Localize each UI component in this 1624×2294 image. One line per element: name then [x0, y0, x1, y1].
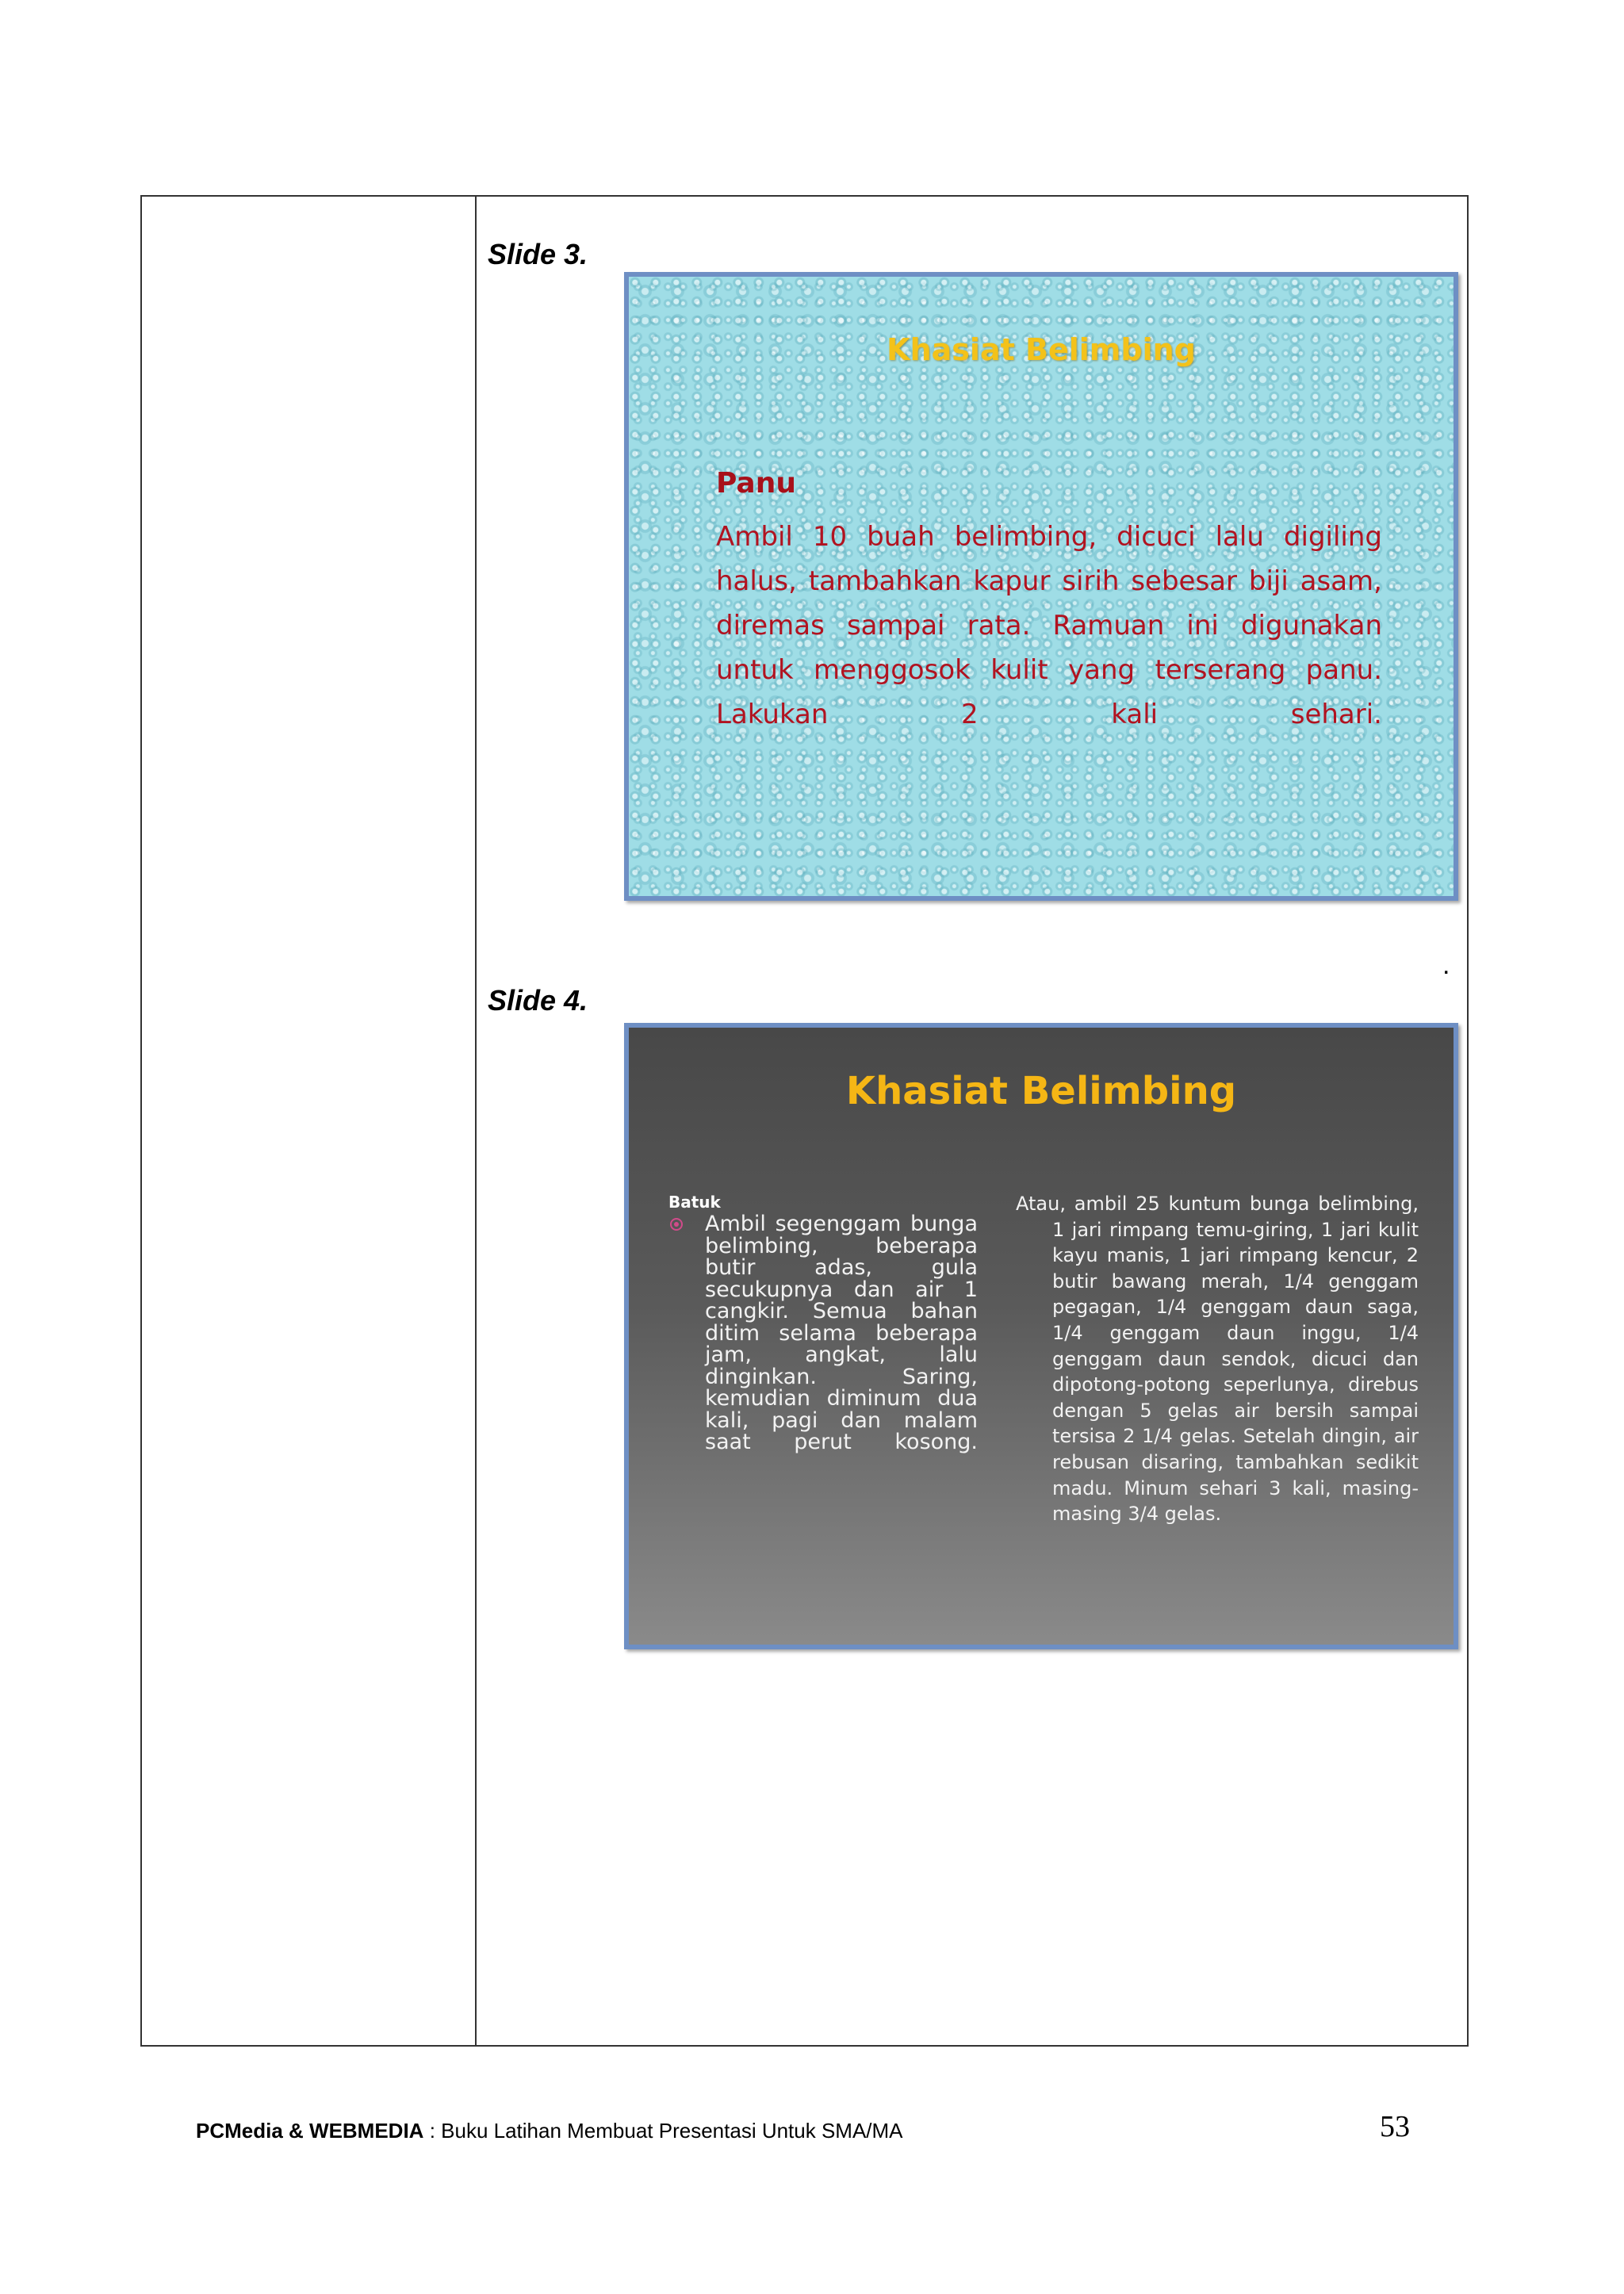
column-divider — [475, 197, 477, 2045]
footer-book-title: Buku Latihan Membuat Presentasi Untuk SMA/MA — [441, 2119, 903, 2143]
period-mark: . — [1442, 950, 1450, 980]
slide-3-heading: Panu — [716, 467, 796, 500]
slide-4-title: Khasiat Belimbing — [845, 1069, 1237, 1113]
slide-3-title: Khasiat Belimbing — [887, 332, 1196, 367]
bullet-icon — [670, 1218, 683, 1231]
slide-4-subheading: Batuk — [668, 1193, 721, 1212]
footer-text — [196, 2119, 903, 2143]
slide-3-preview — [624, 272, 1458, 901]
content-table — [140, 195, 1469, 2047]
page-number: 53 — [1380, 2110, 1410, 2143]
footer-publisher: PCMedia & WEBMEDIA — [196, 2119, 424, 2143]
slide-4-label: Slide 4. — [488, 984, 588, 1017]
footer-separator: : — [423, 2119, 442, 2143]
slide-4-right-text: Atau, ambil 25 kuntum bunga belimbing, 1 jari rimpang temu-giring, 1 jari kulit kayu manis, 1 jari rimpang kencur, 2 butir bawang merah, 1/4 genggam pegagan, 1/4 genggam daun saga, 1/4 genggam daun inggu, 1/4 genggam daun sendok, dicuci dan dipotong-potong seperlunya, direbus dengan 5 gelas air bersih sampai tersisa 2 1/4 gelas. Setelah dingin, air rebusan disaring, tambahkan sedikit madu. Minum sehari 3 kali, masing-masing 3/4 gelas. — [1016, 1193, 1419, 1526]
slide-4-left-text: Ambil segenggam bunga belimbing, beberapa butir adas, gula secukupnya dan air 1 cangkir. Semua bahan ditim selama beberapa jam, angkat, lalu dinginkan. Saring, kemudian diminum dua kali, pagi dan malam saat perut kosong. — [705, 1212, 978, 1454]
slide-3-label: Slide 3. — [488, 238, 588, 270]
slide-4-preview — [624, 1023, 1458, 1649]
slide-3-body: Ambil 10 buah belimbing, dicuci lalu digiling halus, tambahkan kapur sirih sebesar biji asam, diremas sampai rata. Ramuan ini digunakan untuk menggosok kulit yang terserang panu. Lakukan 2 kali sehari. — [716, 521, 1382, 730]
